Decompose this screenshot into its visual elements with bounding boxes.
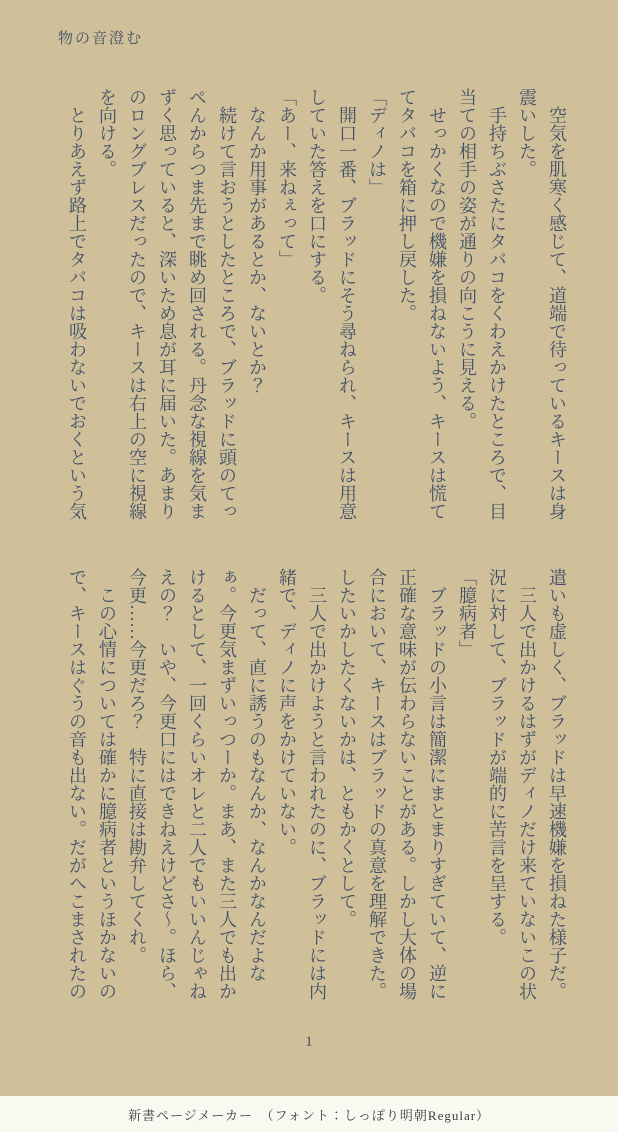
text-line: 空気を肌寒く感じて、道端で待っているキースは身震いした。 <box>517 88 567 520</box>
text-line: 続けて言おうとしたところで、ブラッドに頭のてっぺんからつま先まで眺め回される。丹念な視線を気まずく思っていると、深いため息が耳に届いた。あまりのロングブレスだったので、キースは右上の空に視線を向ける。 <box>97 88 237 520</box>
text-line: なんか用事があるとか、ないとか？ <box>247 88 267 394</box>
text-line: ブラッドの小言は簡潔にまとまりすぎていて、逆に正確な意味が伝わらないことがある。しかし大体の場合において、キースはブラッドの真意を理解できた。 <box>367 568 447 1000</box>
text-line: したいかしたくないかは、ともかくとして。 <box>337 568 357 928</box>
text-block-upper <box>62 88 572 522</box>
text-line: 「臆病者」 <box>457 568 477 658</box>
text-line: だって、直に誘うのもなんか、なんかなんだよなぁ。今更気まずいっつーか。まあ、また三人でも出かけるとして、一回くらいオレと二人でもいいんじゃねえの？ いや、今更口にはできねえけどさ～。ほら、今更……今更だろ？ 特に直接は勘弁してくれ。 <box>127 568 267 1000</box>
text-line: 「あー、来ねぇって」 <box>277 88 297 268</box>
footer-text: 新書ページメーカー （フォント：しっぽり明朝Regular） <box>127 1107 491 1123</box>
page-title: 物の音澄む <box>58 31 144 47</box>
text-line: とりあえず路上でタバコは吸わないでおくという気 <box>67 88 87 520</box>
text-line: 遣いも虚しく、ブラッドは早速機嫌を損ねた様子だ。 <box>547 568 567 1000</box>
text-line: この心情については確かに臆病者というほかないので、キースはぐうの音も出ない。だがへこまされたの <box>67 568 117 1000</box>
text-line: せっかくなので機嫌を損ねないよう、キースは慌ててタバコを箱に押し戻した。 <box>397 88 447 520</box>
text-block-lower <box>62 568 572 1002</box>
text-line: 三人で出かけるはずがディノだけ来ていないこの状況に対して、ブラッドが端的に苦言を呈する。 <box>487 568 537 1000</box>
text-line: 開口一番、ブラッドにそう尋ねられ、キースは用意していた答えを口にする。 <box>307 88 357 520</box>
footer-bar <box>0 1096 618 1132</box>
text-line: 三人で出かけようと言われたのに、ブラッドには内緒で、ディノに声をかけていない。 <box>277 568 327 1000</box>
text-line: 「ディノは」 <box>367 88 387 196</box>
page-number: 1 <box>305 1034 313 1050</box>
text-line: 手持ちぶさたにタバコをくわえかけたところで、目当ての相手の姿が通りの向こうに見える。 <box>457 88 507 520</box>
